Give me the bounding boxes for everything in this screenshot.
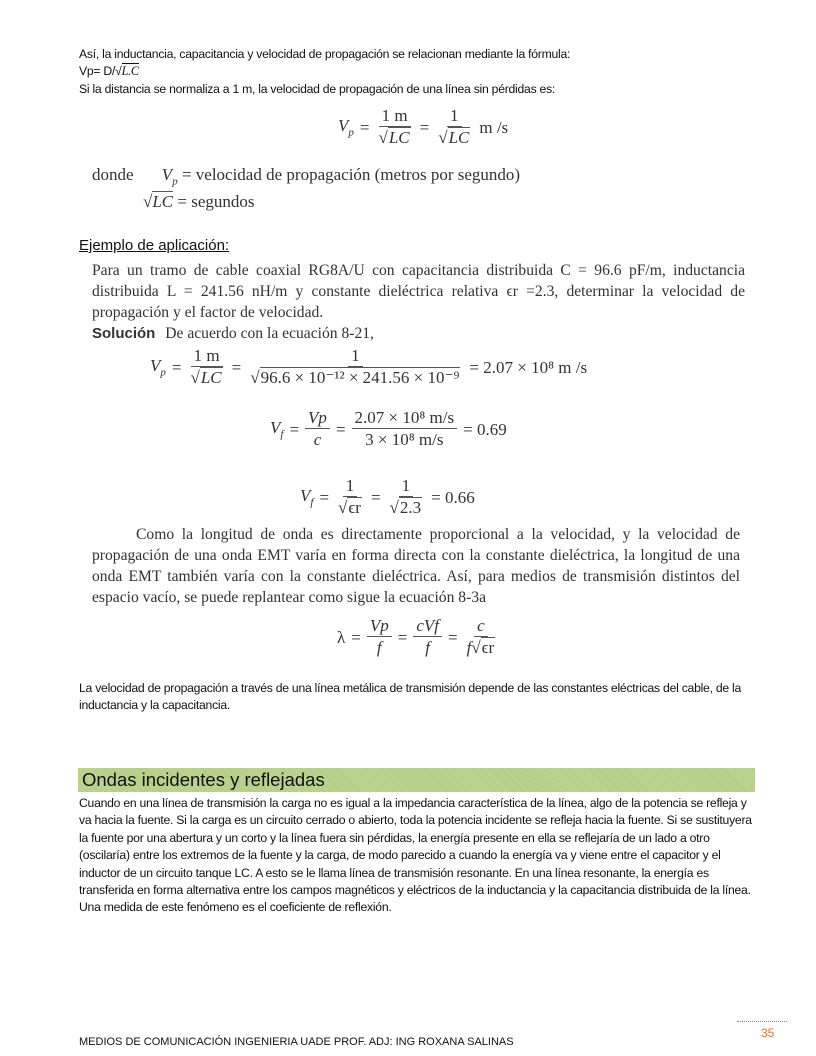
intro-formula: Vp= D/√L.C — [79, 64, 139, 78]
intro-line-1: Así, la inductancia, capacitancia y velocidad de propagación se relacionan mediante la fórmula: — [79, 47, 571, 61]
example-title: Ejemplo de aplicación: — [79, 237, 230, 254]
equation-vf-dielectric: $V_f$ = $\frac{1}{√\epsilon r}$ = $\frac{1}{√2.3}$ = 0.66 — [300, 476, 475, 517]
equation-vp-normalized: $V_p$ = $\frac{1 m}{√LC}$ = $\frac{1}{√LC}$ m /s — [338, 106, 509, 147]
equation-wavelength: λ = $\frac{Vp}{f}$ = $\frac{\text{cVf}}{f}$ = $\frac{c}{f√\epsilon r}$ — [337, 616, 495, 657]
formula-prefix: Vp= D/ — [79, 64, 116, 78]
where-block: donde $V_p$ = velocidad de propagación (metros por segundo) — [92, 165, 521, 188]
equation-vp-calculation: $V_p$ = $\frac{1 m}{√LC}$ = $\frac{1}{\text{√96.6 × 10⁻¹² × 241.56 × 10⁻⁹}}$ = 2.07 × 10⁸ m /s — [150, 346, 588, 387]
where-lc: √LC = segundos — [143, 192, 255, 211]
section-body: Cuando en una línea de transmisión la carga no es igual a la impedancia característica de la línea, algo de la potencia se refleja y va hacia la fuente. Si la carga es un circuito cerrado o abierto, toda la potencia incidente se refleja hacia la fuente. Si se sustituyera la fuente por una abertura y un corto y la línea fuera sin pérdidas, la energía presente en ella se reflejaría de un lado a otro (oscilaría) entre los extremos de la fuente y la carga, de modo parecido a cuando la energía va y viene entre el capacitor y el inductor de un circuito tanque LC. A esto se le llama línea de transmisión resonante. En una línea resonante, la energía es transferida en forma alternativa entre los campos magnéticos y eléctricos de la inductancia y la capacitancia distribuida de la línea. Una medida de este fenómeno es el coeficiente de reflexión. — [79, 796, 752, 915]
section-heading: Ondas incidentes y reflejadas — [78, 768, 755, 792]
equation-vf-ratio: $V_f$ = $\frac{Vp}{c}$ = $\frac{\text{2.07 × 10⁸ m/s}}{\text{3 × 10⁸ m/s}}$ = 0.69 — [270, 408, 507, 449]
conclusion-paragraph: La velocidad de propagación a través de una línea metálica de transmisión depende de las constantes eléctricas del cable, de la inductancia y la capacitancia. — [79, 681, 742, 712]
footer-text: MEDIOS DE COMUNICACIÓN INGENIERIA UADE PROF. ADJ: ING ROXANA SALINAS — [79, 1036, 514, 1048]
formula-radicand: L.C — [121, 64, 139, 78]
page-number: 35 — [761, 1026, 775, 1040]
intro-line-3: Si la distancia se normaliza a 1 m, la velocidad de propagación de una línea sin pérdidas es: — [79, 82, 556, 96]
example-statement: Para un tramo de cable coaxial RG8A/U con capacitancia distribuida C = 96.6 pF/m, inductancia distribuida L = 241.56 nH/m y constante dieléctrica relativa ϵr =2.3, determinar la velocidad de propagación y el factor de velocidad. — [92, 262, 745, 321]
solution-line: Solución De acuerdo con la ecuación 8-21, — [92, 325, 374, 342]
page-number-rule — [737, 1021, 787, 1022]
wavelength-paragraph: Como la longitud de onda es directamente proporcional a la velocidad, y la velocidad de propagación de una onda EMT varía en forma directa con la constante dieléctrica, la longitud de una onda EMT también varía con la constante dieléctrica. Así, para medios de transmisión distintos del espacio vacío, se puede replantear como sigue la ecuación 8-3a — [92, 526, 740, 606]
